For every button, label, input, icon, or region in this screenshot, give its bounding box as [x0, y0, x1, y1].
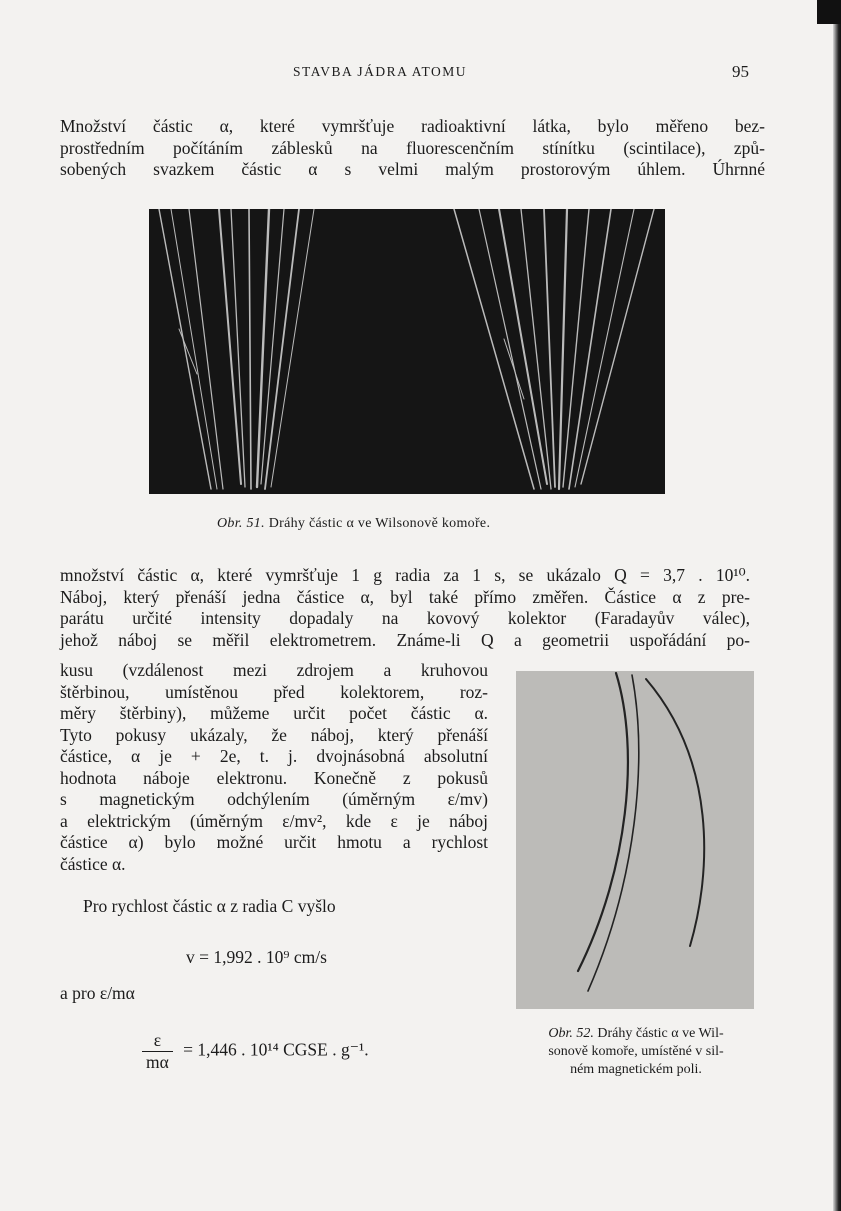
paragraph-line: Množství částic α, které vymršťuje radioaktivní látka, bylo měřeno bez- — [60, 116, 765, 136]
paragraph-line: měry štěrbiny), můžeme určit počet částic α. — [60, 703, 488, 723]
paragraph-3 — [60, 660, 488, 875]
figure-51-caption-text: Dráhy částic α ve Wilsonově komoře. — [268, 516, 491, 531]
paragraph-line: jehož náboj se měřil elektrometrem. Známe-li Q a geometrii uspořádání po- — [60, 629, 750, 650]
paragraph-line: kusu (vzdálenost mezi zdrojem a kruhovou — [60, 660, 488, 680]
ratio-fraction — [142, 1030, 173, 1073]
velocity-equation: v = 1,992 . 10⁹ cm/s — [186, 947, 327, 967]
ratio-numerator: ε — [142, 1030, 173, 1052]
ratio-value: = 1,446 . 10¹⁴ CGSE . g⁻¹. — [183, 1039, 369, 1060]
caption-line: sonově komoře, umístěné v sil- — [548, 1044, 724, 1059]
paragraph-line: Náboj, který přenáší jedna částice α, byl také přímo změřen. Částice α z pre- — [60, 586, 750, 607]
curved-tracks-image — [516, 671, 754, 1009]
page-number: 95 — [732, 62, 749, 81]
ratio-intro: a pro ε/mα — [60, 983, 135, 1003]
paragraph-4: Pro rychlost částic α z radia C vyšlo — [83, 896, 336, 916]
paragraph-line: parátu určité intensity dopadaly na kovový kolektor (Faradayův válec), — [60, 608, 750, 628]
page-edge-shadow — [833, 0, 841, 1211]
figure-52-magnetic-field-photo — [516, 671, 754, 1009]
paragraph-line: částice α. — [60, 853, 126, 874]
figure-51-caption — [217, 516, 637, 532]
paragraph-line: částice, α je + 2e, t. j. dvojnásobná absolutní — [60, 746, 488, 766]
paragraph-line: sobených svazkem částic α s velmi malým prostorovým úhlem. Úhrnné — [60, 159, 765, 179]
figure-51-label: Obr. 51. — [217, 516, 265, 531]
figure-52-caption — [514, 1025, 758, 1079]
ratio-denominator: mα — [146, 1052, 169, 1072]
paragraph-line: s magnetickým odchýlením (úměrným ε/mv) — [60, 789, 488, 809]
paragraph-line: hodnota náboje elektronu. Konečně z pokusů — [60, 767, 488, 788]
paragraph-line: prostředním počítáním záblesků na fluorescenčním stínítku (scintilace), způ- — [60, 137, 765, 158]
paragraph-line: štěrbinou, umístěnou před kolektorem, roz- — [60, 681, 488, 702]
alpha-tracks-image — [149, 209, 665, 494]
running-title: STAVBA JÁDRA ATOMU — [293, 64, 467, 79]
paragraph-line: množství částic α, které vymršťuje 1 g radia za 1 s, se ukázalo Q = 3,7 . 10¹⁰. — [60, 565, 750, 585]
paragraph-line: částice α) bylo možné určit hmotu a rychlost — [60, 832, 488, 852]
figure-52-label: Obr. 52. — [548, 1026, 594, 1041]
figure-51-cloud-chamber-photo — [149, 209, 665, 494]
caption-line: Obr. 52. Dráhy částic α ve Wil- — [548, 1026, 724, 1041]
charge-mass-ratio-equation — [142, 1030, 369, 1073]
paragraph-line: a elektrickým (úměrným ε/mv², kde ε je náboj — [60, 810, 488, 831]
paragraph-2 — [60, 565, 750, 651]
caption-line: ném magnetickém poli. — [570, 1062, 702, 1077]
paragraph-1 — [60, 116, 765, 181]
page-corner-shadow — [817, 0, 841, 24]
paragraph-line: Tyto pokusy ukázaly, že náboj, který přenáší — [60, 724, 488, 745]
